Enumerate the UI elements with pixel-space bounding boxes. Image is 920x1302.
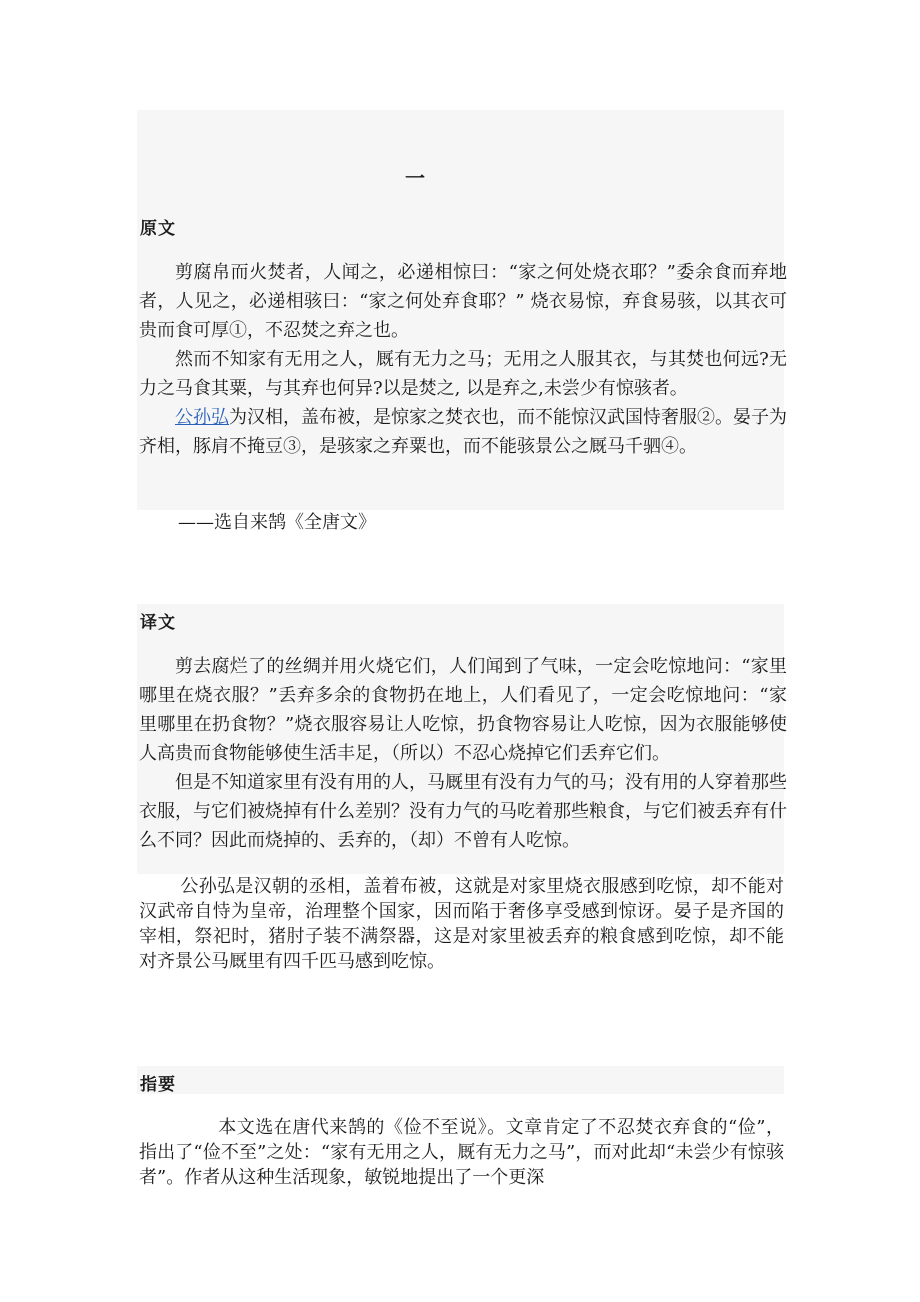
original-paragraph-2: 然而不知家有无用之人，厩有无力之马；无用之人服其衣，与其焚也何远?无力之马食其粟，与其弃也何异?以是焚之, 以是弃之,未尝少有惊骇者。 <box>139 349 787 399</box>
translation-body <box>139 652 787 855</box>
original-text-label: 原文 <box>140 219 176 239</box>
translation-paragraph-3: 公孙弘是汉朝的丞相，盖着布被，这就是对家里烧衣服感到吃惊，却不能对汉武帝自恃为皇帝，治理整个国家，因而陷于奢侈享受感到惊讶。晏子是齐国的宰相，祭祀时，猪肘子装不满祭器，这是对家里被丢弃的粮食感到吃惊，却不能对齐景公马厩里有四千匹马感到吃惊。 <box>139 876 784 972</box>
summary-label-background <box>137 1066 784 1094</box>
original-text-body <box>139 258 787 461</box>
translation-paragraph-1: 剪去腐烂了的丝绸并用火烧它们，人们闻到了气味，一定会吃惊地问：“家里哪里在烧衣服？”丢弃多余的食物扔在地上，人们看见了，一定会吃惊地问：“家里哪里在扔食物？”烧衣服容易让人吃惊，扔食物容易让人吃惊，因为衣服能够使人高贵而食物能够使生活丰足，（所以）不忍心烧掉它们丢弃它们。 <box>139 656 787 764</box>
original-paragraph-1: 剪腐帛而火焚者，人闻之，必递相惊曰：“家之何处烧衣耶？”委余食而弃地者，人见之，必递相骇曰：“家之何处弃食耶？” 烧衣易惊，弃食易骇，以其衣可贵而食可厚①，不忍焚之弃之也。 <box>139 262 787 341</box>
summary-body <box>139 1115 784 1190</box>
original-paragraph-3-text: 为汉相，盖布被，是惊家之焚衣也，而不能惊汉武国恃奢服②。晏子为齐相，豚肩不掩豆③，是骇家之弃粟也，而不能骇景公之厩马千驷④。 <box>139 407 787 457</box>
gongsun-hong-link[interactable]: 公孙弘 <box>175 407 229 428</box>
summary-paragraph-1: 本文选在唐代来鹄的《俭不至说》。文章肯定了不忍焚衣弃食的“俭”，指出了“俭不至”之处：“家有无用之人，厩有无力之马”，而对此却“未尝少有惊骇者”。作者从这种生活现象，敏锐地提出了一个更深 <box>139 1117 784 1188</box>
summary-label: 指要 <box>140 1075 176 1095</box>
original-paragraph-3 <box>139 403 787 461</box>
translation-body-continued <box>139 874 784 974</box>
source-attribution: ——选自来鹄《全唐文》 <box>178 512 376 533</box>
translation-label: 译文 <box>140 613 176 633</box>
translation-paragraph-2: 但是不知道家里有没有用的人，马厩里有没有力气的马；没有用的人穿着那些衣服，与它们被烧掉有什么差别？没有力气的马吃着那些粮食，与它们被丢弃有什么不同？因此而烧掉的、丢弃的，（却）不曾有人吃惊。 <box>139 772 787 851</box>
section-number-heading: 一 <box>405 166 425 190</box>
